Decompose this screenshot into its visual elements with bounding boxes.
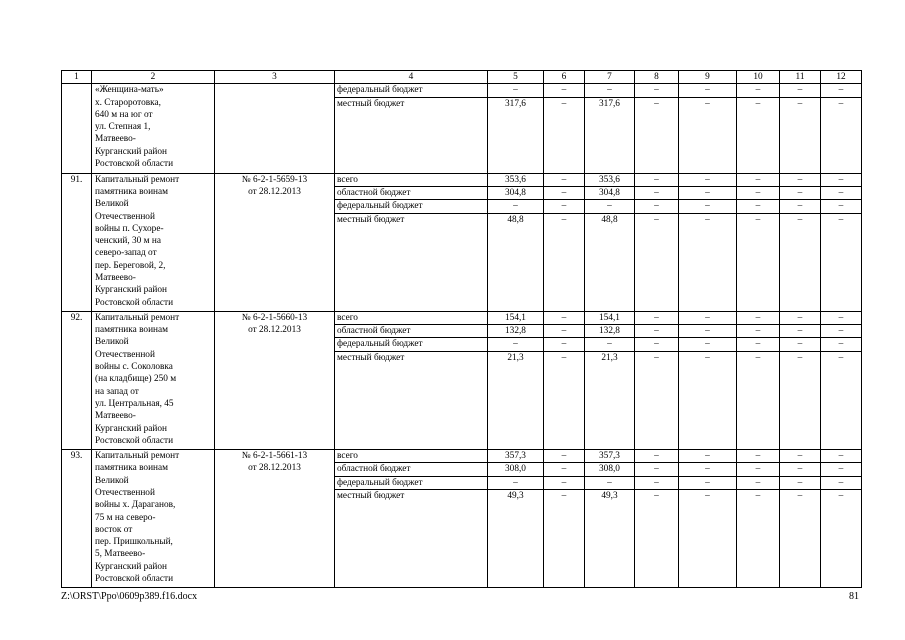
object-line: на запад от <box>95 386 139 397</box>
funding-source: федеральный бюджет <box>335 200 488 213</box>
col-12-value: – <box>821 84 862 97</box>
col-11-value: – <box>780 476 821 489</box>
document-ref-line: № 6-2-1-5661-13 <box>241 451 308 462</box>
object-line: ул. Центральная, 45 <box>95 398 174 409</box>
col-12-value: – <box>821 200 862 213</box>
col-6-value: – <box>544 338 585 351</box>
col-12-value: – <box>821 311 862 324</box>
header-cell: 2 <box>92 71 215 84</box>
object-line: войны п. Сухоре- <box>95 223 164 234</box>
document-ref-line: № 6-2-1-5660-13 <box>241 312 308 323</box>
col-7-value: 308,0 <box>585 463 635 476</box>
budget-row <box>62 84 862 97</box>
object-line: (на кладбище) 250 м <box>95 374 177 385</box>
object-line: Ростовской области <box>95 297 174 308</box>
col-12-value: – <box>821 476 862 489</box>
col-12-value: – <box>821 351 862 449</box>
funding-source: областной бюджет <box>335 463 488 476</box>
col-9-value: – <box>679 489 737 587</box>
funding-source: областной бюджет <box>335 186 488 199</box>
col-6-value: – <box>544 213 585 311</box>
object-line: Великой <box>95 475 129 486</box>
col-6-value: – <box>544 476 585 489</box>
col-12-value: – <box>821 489 862 587</box>
col-10-value: – <box>737 186 780 199</box>
col-11-value: – <box>780 173 821 186</box>
header-row <box>62 71 862 84</box>
object-line: 5, Матвеево- <box>95 549 146 560</box>
object-line: Курганский район <box>95 561 168 572</box>
object-line: северо-запад от <box>95 248 157 259</box>
col-7-value: – <box>585 84 635 97</box>
object-line: пер. Береговой, 2, <box>95 260 166 271</box>
col-8-value: – <box>635 476 679 489</box>
col-6-value: – <box>544 186 585 199</box>
col-5-value: – <box>488 200 544 213</box>
col-7-value: 21,3 <box>585 351 635 449</box>
col-9-value: – <box>679 463 737 476</box>
object-line: ул. Степная 1, <box>95 122 151 133</box>
object-line: Курганский район <box>95 285 168 296</box>
col-12-value: – <box>821 450 862 463</box>
footer-page-number: 81 <box>849 591 859 602</box>
col-7-value: 49,3 <box>585 489 635 587</box>
col-5-value: 317,6 <box>488 97 544 173</box>
col-5-value: 48,8 <box>488 213 544 311</box>
funding-source: местный бюджет <box>335 489 488 587</box>
col-7-value: 48,8 <box>585 213 635 311</box>
object-line: Капитальный ремонт <box>95 451 180 462</box>
header-cell: 6 <box>544 71 585 84</box>
col-12-value: – <box>821 338 862 351</box>
col-11-value: – <box>780 186 821 199</box>
col-6-value: – <box>544 489 585 587</box>
object-line: пер. Пришкольный, <box>95 537 173 548</box>
col-11-value: – <box>780 351 821 449</box>
col-10-value: – <box>737 213 780 311</box>
col-9-value: – <box>679 338 737 351</box>
col-8-value: – <box>635 311 679 324</box>
object-line: Матвеево- <box>95 411 136 422</box>
object-description <box>92 173 215 311</box>
col-12-value: – <box>821 213 862 311</box>
col-11-value: – <box>780 84 821 97</box>
object-line: памятника воинам <box>95 463 169 474</box>
object-line: 75 м на северо- <box>95 512 156 523</box>
object-line: памятника воинам <box>95 325 169 336</box>
col-12-value: – <box>821 325 862 338</box>
col-11-value: – <box>780 450 821 463</box>
object-line: Великой <box>95 199 129 210</box>
funding-source: всего <box>335 311 488 324</box>
col-7-value: – <box>585 476 635 489</box>
object-line: памятника воинам <box>95 186 169 197</box>
col-12-value: – <box>821 97 862 173</box>
col-10-value: – <box>737 463 780 476</box>
header-cell: 3 <box>215 71 335 84</box>
object-line: восток от <box>95 524 133 535</box>
object-line: Ростовской области <box>95 574 174 585</box>
col-7-value: 317,6 <box>585 97 635 173</box>
object-line: Курганский район <box>95 423 168 434</box>
object-line: Отечественной <box>95 211 155 222</box>
col-9-value: – <box>679 84 737 97</box>
col-11-value: – <box>780 311 821 324</box>
col-6-value: – <box>544 463 585 476</box>
header-cell: 9 <box>679 71 737 84</box>
budget-row <box>62 173 862 186</box>
col-7-value: 154,1 <box>585 311 635 324</box>
object-line: Капитальный ремонт <box>95 312 180 323</box>
object-description <box>92 311 215 449</box>
col-9-value: – <box>679 476 737 489</box>
entry-number <box>62 84 92 173</box>
col-9-value: – <box>679 186 737 199</box>
document-ref-line: от 28.12.2013 <box>248 463 301 474</box>
document-ref <box>215 311 335 449</box>
document-ref-line: от 28.12.2013 <box>248 186 301 197</box>
header-cell: 7 <box>585 71 635 84</box>
funding-source: федеральный бюджет <box>335 338 488 351</box>
entry-number: 92. <box>62 311 92 449</box>
col-12-value: – <box>821 173 862 186</box>
header-cell: 8 <box>635 71 679 84</box>
col-12-value: – <box>821 463 862 476</box>
col-9-value: – <box>679 200 737 213</box>
object-description <box>92 84 215 173</box>
col-11-value: – <box>780 325 821 338</box>
funding-source: местный бюджет <box>335 351 488 449</box>
header-cell: 11 <box>780 71 821 84</box>
object-line: Курганский район <box>95 146 168 157</box>
funding-source: местный бюджет <box>335 213 488 311</box>
object-line: Отечественной <box>95 487 155 498</box>
object-line: Ростовской области <box>95 159 174 170</box>
budget-row <box>62 311 862 324</box>
header-cell: 12 <box>821 71 862 84</box>
object-line: Ростовской области <box>95 435 174 446</box>
col-7-value: – <box>585 200 635 213</box>
document-ref-line: № 6-2-1-5659-13 <box>241 174 308 185</box>
col-10-value: – <box>737 476 780 489</box>
col-7-value: 357,3 <box>585 450 635 463</box>
entry-number: 91. <box>62 173 92 311</box>
col-11-value: – <box>780 213 821 311</box>
funding-source: всего <box>335 173 488 186</box>
col-8-value: – <box>635 325 679 338</box>
col-9-value: – <box>679 173 737 186</box>
document-ref <box>215 84 335 173</box>
object-line: Матвеево- <box>95 134 136 145</box>
object-line: Великой <box>95 337 129 348</box>
col-5-value: – <box>488 84 544 97</box>
object-line: Матвеево- <box>95 273 136 284</box>
document-ref <box>215 450 335 588</box>
col-11-value: – <box>780 338 821 351</box>
col-10-value: – <box>737 311 780 324</box>
col-8-value: – <box>635 213 679 311</box>
col-10-value: – <box>737 173 780 186</box>
object-line: «Женщина-мать» <box>95 85 164 96</box>
col-11-value: – <box>780 200 821 213</box>
col-5-value: 308,0 <box>488 463 544 476</box>
col-12-value: – <box>821 186 862 199</box>
object-line: войны с. Соколовка <box>95 362 173 373</box>
col-7-value: 132,8 <box>585 325 635 338</box>
col-5-value: – <box>488 338 544 351</box>
col-6-value: – <box>544 351 585 449</box>
funding-source: областной бюджет <box>335 325 488 338</box>
funding-source: всего <box>335 450 488 463</box>
col-9-value: – <box>679 351 737 449</box>
header-cell: 4 <box>335 71 488 84</box>
object-line: ченский, 30 м на <box>95 236 161 247</box>
object-description <box>92 450 215 588</box>
col-10-value: – <box>737 351 780 449</box>
col-6-value: – <box>544 450 585 463</box>
col-5-value: 154,1 <box>488 311 544 324</box>
col-7-value: – <box>585 338 635 351</box>
col-8-value: – <box>635 489 679 587</box>
col-10-value: – <box>737 200 780 213</box>
col-5-value: – <box>488 476 544 489</box>
col-8-value: – <box>635 84 679 97</box>
col-6-value: – <box>544 325 585 338</box>
object-line: 640 м на юг от <box>95 109 153 120</box>
col-5-value: 353,6 <box>488 173 544 186</box>
col-5-value: 21,3 <box>488 351 544 449</box>
col-8-value: – <box>635 97 679 173</box>
object-line: Капитальный ремонт <box>95 174 180 185</box>
col-6-value: – <box>544 200 585 213</box>
col-6-value: – <box>544 97 585 173</box>
footer-file-path: Z:\ORST\Ppo\0609p389.f16.docx <box>61 591 198 602</box>
col-9-value: – <box>679 97 737 173</box>
object-line: Отечественной <box>95 349 155 360</box>
col-6-value: – <box>544 173 585 186</box>
col-10-value: – <box>737 84 780 97</box>
col-8-value: – <box>635 200 679 213</box>
col-6-value: – <box>544 84 585 97</box>
object-line: войны х. Дараганов, <box>95 500 176 511</box>
col-5-value: 304,8 <box>488 186 544 199</box>
col-9-value: – <box>679 213 737 311</box>
object-line: х. Староротовка, <box>95 97 161 108</box>
col-5-value: 357,3 <box>488 450 544 463</box>
header-cell: 1 <box>62 71 92 84</box>
col-8-value: – <box>635 338 679 351</box>
budget-table <box>61 70 862 588</box>
col-8-value: – <box>635 351 679 449</box>
col-8-value: – <box>635 463 679 476</box>
col-11-value: – <box>780 97 821 173</box>
col-8-value: – <box>635 173 679 186</box>
col-9-value: – <box>679 311 737 324</box>
col-10-value: – <box>737 325 780 338</box>
col-10-value: – <box>737 338 780 351</box>
col-7-value: 304,8 <box>585 186 635 199</box>
funding-source: местный бюджет <box>335 97 488 173</box>
document-ref <box>215 173 335 311</box>
funding-source: федеральный бюджет <box>335 476 488 489</box>
col-6-value: – <box>544 311 585 324</box>
col-5-value: 49,3 <box>488 489 544 587</box>
entry-number: 93. <box>62 450 92 588</box>
budget-row <box>62 450 862 463</box>
funding-source: федеральный бюджет <box>335 84 488 97</box>
col-11-value: – <box>780 463 821 476</box>
col-8-value: – <box>635 450 679 463</box>
col-7-value: 353,6 <box>585 173 635 186</box>
col-8-value: – <box>635 186 679 199</box>
col-10-value: – <box>737 97 780 173</box>
col-9-value: – <box>679 325 737 338</box>
document-ref-line: от 28.12.2013 <box>248 325 301 336</box>
col-11-value: – <box>780 489 821 587</box>
header-cell: 5 <box>488 71 544 84</box>
col-5-value: 132,8 <box>488 325 544 338</box>
header-cell: 10 <box>737 71 780 84</box>
col-10-value: – <box>737 489 780 587</box>
col-10-value: – <box>737 450 780 463</box>
col-9-value: – <box>679 450 737 463</box>
